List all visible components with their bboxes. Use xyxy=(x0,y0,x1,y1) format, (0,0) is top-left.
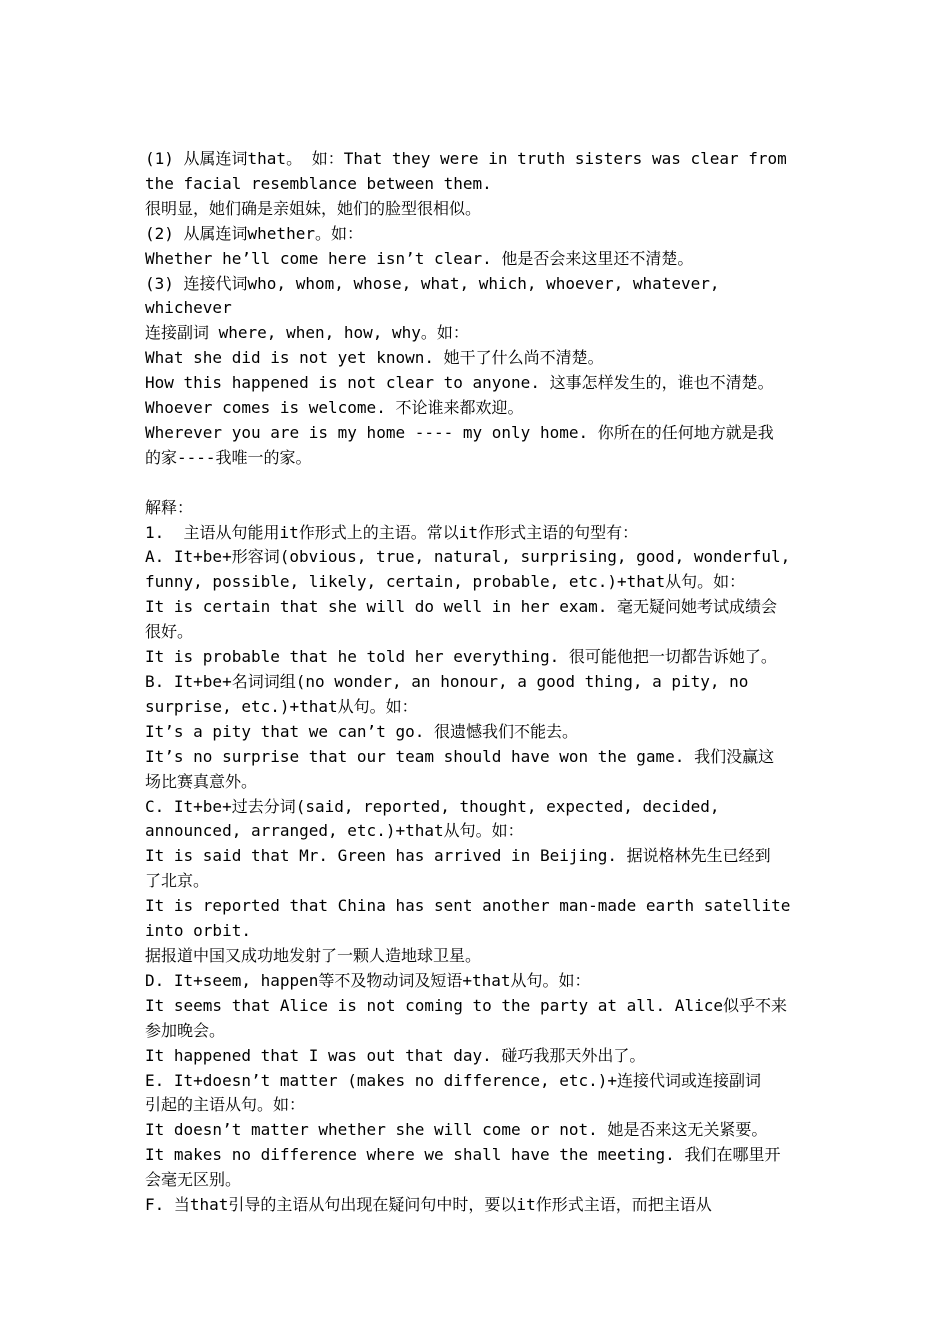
text-line: the facial resemblance between them. xyxy=(145,173,492,193)
text-line: 了北京。 xyxy=(145,871,210,891)
text-line: 很明显，她们确是亲姐妹，她们的脸型很相似。 xyxy=(145,198,482,218)
text-line: 解释： xyxy=(145,497,194,517)
text-line: 引起的主语从句。如： xyxy=(145,1095,306,1115)
text-line: Whether he’ll come here isn’t clear. 他是否会来这里还不清楚。 xyxy=(145,248,694,268)
text-line: It is probable that he told her everything. 很可能他把一切都告诉她了。 xyxy=(145,647,777,667)
text-line: It’s no surprise that our team should have won the game. 我们没赢这 xyxy=(145,746,775,766)
text-line: It is reported that China has sent another man-made earth satellite xyxy=(145,896,791,916)
text-line: funny, possible, likely, certain, probable, etc.)+that从句。如： xyxy=(145,572,746,592)
text-line: into orbit. xyxy=(145,921,251,941)
text-line: Whoever comes is welcome. 不论谁来都欢迎。 xyxy=(145,398,524,418)
blank-line xyxy=(145,471,815,496)
text-line: A. It+be+形容词(obvious, true, natural, surprising, good, wonderful, xyxy=(145,547,791,567)
text-line: 连接副词 where, when, how, why。如： xyxy=(145,323,469,343)
text-line: D. It+seem, happen等不及物动词及短语+that从句。如： xyxy=(145,970,591,990)
text-line: C. It+be+过去分词(said, reported, thought, expected, decided, xyxy=(145,796,720,816)
text-line: 很好。 xyxy=(145,622,194,642)
text-line: B. It+be+名词词组(no wonder, an honour, a good thing, a pity, no xyxy=(145,672,749,692)
text-line: 会毫无区别。 xyxy=(145,1170,242,1190)
text-line: whichever xyxy=(145,298,232,318)
text-line: 的家----我唯一的家。 xyxy=(145,447,312,467)
text-line: F. 当that引导的主语从句出现在疑问句中时，要以it作形式主语，而把主语从 xyxy=(145,1195,712,1215)
text-line: E. It+doesn’t matter (makes no difference, etc.)+连接代词或连接副词 xyxy=(145,1070,762,1090)
text-line: 1. 主语从句能用it作形式上的主语。常以it作形式主语的句型有： xyxy=(145,522,639,542)
text-line: What she did is not yet known. 她干了什么尚不清楚。 xyxy=(145,348,604,368)
text-line: 场比赛真意外。 xyxy=(145,771,258,791)
text-line: Wherever you are is my home ---- my only home. 你所在的任何地方就是我 xyxy=(145,422,774,442)
text-line: It makes no difference where we shall have the meeting. 我们在哪里开 xyxy=(145,1145,781,1165)
text-line: It seems that Alice is not coming to the party at all. Alice似乎不来 xyxy=(145,995,787,1015)
text-line: (2) 从属连词whether。如： xyxy=(145,223,363,243)
text-line: (3) 连接代词who, whom, whose, what, which, whoever, whatever, xyxy=(145,273,720,293)
text-line: It’s a pity that we can’t go. 很遗憾我们不能去。 xyxy=(145,721,578,741)
text-line: 据报道中国又成功地发射了一颗人造地球卫星。 xyxy=(145,945,482,965)
text-line: announced, arranged, etc.)+that从句。如： xyxy=(145,821,524,841)
text-line: surprise, etc.)+that从句。如： xyxy=(145,696,418,716)
text-line: It doesn’t matter whether she will come or not. 她是否来这无关紧要。 xyxy=(145,1120,768,1140)
text-line: It happened that I was out that day. 碰巧我那天外出了。 xyxy=(145,1045,646,1065)
text-line: (1) 从属连词that。 如：That they were in truth sisters was clear from xyxy=(145,149,787,168)
text-line: 参加晚会。 xyxy=(145,1020,226,1040)
text-line: It is certain that she will do well in her exam. 毫无疑问她考试成绩会 xyxy=(145,597,778,617)
text-line: How this happened is not clear to anyone. 这事怎样发生的，谁也不清楚。 xyxy=(145,373,774,393)
text-line: It is said that Mr. Green has arrived in Beijing. 据说格林先生已经到 xyxy=(145,846,771,866)
document-body xyxy=(145,147,815,1218)
